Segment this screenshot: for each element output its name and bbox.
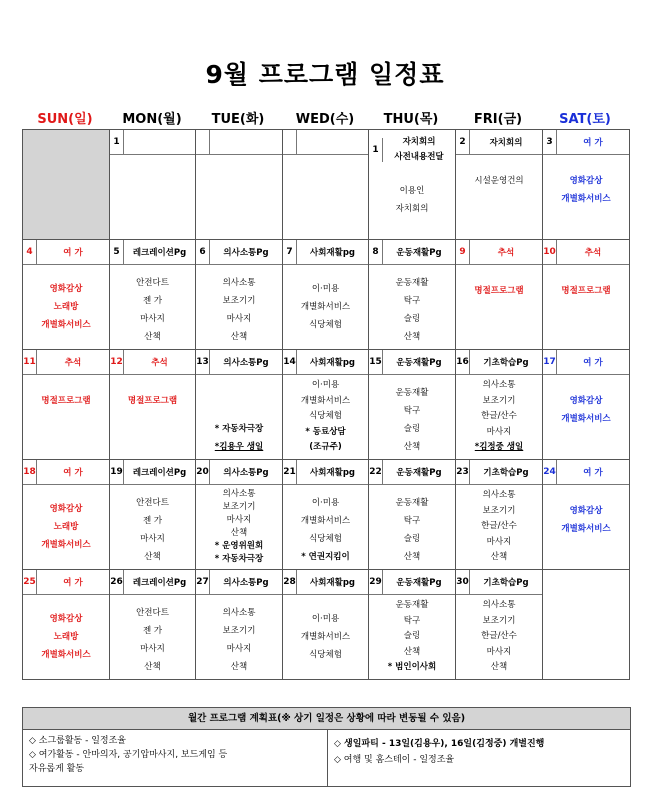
activity-item: 젠 가: [142, 296, 163, 306]
activity-item: 자치회의: [395, 204, 429, 214]
program-heading: 사회재활pg: [309, 248, 355, 258]
activity-item: 노래방: [53, 522, 79, 532]
activity-item: 영화감상: [569, 396, 603, 406]
activity-item: 한글/산수: [481, 411, 517, 421]
calendar-day-cell: [369, 240, 456, 350]
day-number: [196, 130, 210, 154]
activity-item: 슬링: [403, 314, 421, 324]
activity-item: 산책: [403, 552, 421, 562]
activity-item: 한글/산수: [481, 631, 517, 641]
activity-item: 식당체험: [309, 411, 342, 421]
activity-item: 보조기기: [222, 626, 256, 636]
day-number: 22: [369, 460, 383, 484]
program-heading: 추석: [584, 248, 602, 258]
activity-item: 산책: [144, 662, 161, 672]
program-heading: 추석: [497, 248, 515, 258]
activity-item: 식당체험: [309, 650, 342, 660]
activity-item: 의사소통: [222, 608, 256, 618]
day-number: 16: [456, 350, 470, 374]
activity-item: 명절프로그램: [127, 396, 178, 406]
program-heading: 여 가: [583, 358, 603, 368]
day-of-week-label: MON(월): [122, 112, 182, 127]
activity-item: 마사지: [226, 515, 252, 525]
day-number: [283, 130, 297, 154]
activity-item: 개별화서비스: [300, 632, 351, 642]
activity-item: 한글/산수: [481, 521, 517, 531]
calendar-day-cell: [543, 350, 630, 460]
activity-item: 운동재활: [395, 278, 429, 288]
calendar-day-cell: [543, 240, 630, 350]
calendar-day-cell: [543, 570, 630, 680]
program-heading: 운동재활Pg: [396, 578, 442, 588]
activity-item: 보조기기: [482, 395, 516, 406]
day-number: 21: [283, 460, 297, 484]
program-heading-line: 사전내용전달: [394, 152, 444, 162]
day-number: 10: [543, 240, 557, 264]
program-heading: 운동재활Pg: [396, 358, 442, 368]
activity-item: 시설운영건의: [474, 176, 524, 186]
activity-item: 명절프로그램: [474, 286, 524, 296]
activity-item: 마사지: [140, 644, 165, 654]
activity-item: [196, 402, 282, 420]
day-number: 29: [369, 570, 383, 594]
activity-item: 운동재활: [395, 388, 429, 398]
activity-item: 슬링: [403, 534, 421, 544]
program-heading: 여 가: [63, 468, 83, 478]
activity-item: 마사지: [226, 314, 252, 324]
program-heading: 추석: [64, 358, 82, 368]
plan-left-notes: [23, 730, 328, 786]
calendar-day-cell: [456, 130, 543, 240]
day-number: 18: [23, 460, 37, 484]
activity-item: (조규주): [309, 442, 342, 452]
activity-item: 이·미용: [311, 614, 340, 624]
activity-item: 산책: [490, 662, 508, 672]
activity-item: 노래방: [53, 302, 79, 312]
activity-item: 안전다트: [136, 498, 169, 508]
activity-item: 탁구: [403, 516, 421, 526]
calendar-week-row: [23, 240, 630, 350]
activity-item: 탁구: [403, 406, 421, 416]
day-number: 27: [196, 570, 210, 594]
program-heading: 레크레이션Pg: [132, 578, 187, 588]
day-number: 13: [196, 350, 210, 374]
activity-item: 산책: [403, 442, 421, 452]
activity-item: 운동재활: [395, 600, 429, 610]
activity-item: 마사지: [486, 536, 512, 547]
day-number: 19: [110, 460, 124, 484]
activity-item: 산책: [403, 646, 421, 657]
calendar-day-cell: [110, 240, 196, 350]
activity-item: * 운영위원회: [214, 541, 264, 551]
activity-item: * 연권지킴이: [301, 552, 350, 562]
day-number: 7: [283, 240, 297, 264]
activity-item: 보조기기: [222, 502, 256, 512]
activity-item: * 자동차극장: [214, 424, 264, 434]
day-number: 14: [283, 350, 297, 374]
activity-item: 산책: [144, 332, 161, 342]
calendar-day-cell: [543, 460, 630, 570]
program-heading: 레크레이션Pg: [132, 248, 187, 258]
day-of-week-label: WED(수): [295, 112, 355, 127]
activity-item: 이·미용: [311, 284, 340, 294]
calendar-day-cell: [23, 350, 110, 460]
activity-item: 이·미용: [311, 498, 340, 508]
program-heading: 여 가: [583, 138, 603, 148]
day-number: 12: [110, 350, 124, 374]
activity-item: 안전다트: [136, 608, 169, 618]
activity-item: 영화감상: [569, 506, 603, 516]
activity-item: 탁구: [403, 296, 421, 306]
activity-item: 탁구: [403, 615, 421, 626]
activity-item: 운동재활: [395, 498, 429, 508]
activity-item: 개별화서비스: [41, 320, 91, 330]
day-number: 1: [369, 138, 383, 162]
plan-title: 월간 프로그램 계획표(※ 상기 일정은 상황에 따라 변동될 수 있음): [23, 708, 630, 730]
day-number: 26: [110, 570, 124, 594]
activity-item: 산책: [230, 528, 248, 538]
program-heading: 의사소통Pg: [223, 468, 269, 478]
activity-item: 개별화서비스: [300, 395, 351, 406]
calendar-day-cell: [369, 570, 456, 680]
activity-item: 의사소통: [222, 278, 256, 288]
calendar-day-cell: [23, 460, 110, 570]
calendar-week-row: [23, 460, 630, 570]
activity-item: 개별화서비스: [561, 414, 611, 424]
program-heading: 의사소통Pg: [223, 248, 269, 258]
program-heading: 사회재활pg: [309, 578, 355, 588]
calendar-day-cell: [456, 350, 543, 460]
activity-item: 산책: [403, 332, 421, 342]
activity-item: 마사지: [226, 644, 252, 654]
activity-item: 산책: [230, 332, 248, 342]
program-heading: 레크레이션Pg: [132, 468, 187, 478]
calendar-day-cell: [283, 130, 369, 240]
activity-item: 산책: [490, 552, 508, 562]
activity-item: *김정중 생일: [474, 442, 524, 452]
calendar-day-cell: [196, 570, 283, 680]
day-number: 3: [543, 130, 557, 154]
program-heading: 여 가: [63, 248, 83, 258]
plan-note: ◇ 소그룹활동 - 일정조율: [29, 736, 126, 746]
program-heading: [383, 135, 455, 165]
program-heading: 여 가: [63, 578, 83, 588]
day-number: 24: [543, 460, 557, 484]
activity-item: 영화감상: [49, 284, 83, 294]
activity-item: 이용인: [399, 186, 425, 196]
calendar-week-row: [23, 130, 630, 240]
day-number: 28: [283, 570, 297, 594]
program-heading: 기초학습Pg: [483, 358, 529, 368]
activity-item: 개별화서비스: [41, 540, 91, 550]
activity-item: 슬링: [403, 631, 421, 641]
activity-item: 보조기기: [482, 505, 516, 516]
activity-item: 영화감상: [49, 504, 83, 514]
day-number: 30: [456, 570, 470, 594]
calendar-day-cell: [283, 570, 369, 680]
activity-item: 영화감상: [569, 176, 603, 186]
calendar-day-cell: [456, 240, 543, 350]
activity-item: 식당체험: [309, 534, 342, 544]
calendar-day-cell: [283, 350, 369, 460]
calendar-day-cell: [369, 130, 456, 240]
program-heading: 기초학습Pg: [483, 468, 529, 478]
activity-item: 보조기기: [482, 615, 516, 626]
calendar-day-cell: [23, 570, 110, 680]
activity-item: 노래방: [53, 632, 79, 642]
calendar-week-row: [23, 570, 630, 680]
calendar-day-cell: [369, 460, 456, 570]
activity-item: 의사소통: [482, 600, 516, 610]
calendar-day-cell: [196, 460, 283, 570]
plan-note: 자유롭게 활동: [29, 764, 85, 774]
day-of-week-label: THU(목): [383, 112, 439, 127]
program-heading: 사회재활pg: [309, 468, 355, 478]
day-number: 17: [543, 350, 557, 374]
activity-item: 의사소통: [482, 490, 516, 500]
program-heading: 의사소통Pg: [223, 358, 269, 368]
activity-item: 개별화서비스: [41, 650, 91, 660]
activity-item: 개별화서비스: [561, 524, 611, 534]
day-of-week-label: SUN(일): [37, 112, 93, 127]
calendar-day-cell: [110, 570, 196, 680]
calendar-day-cell: [110, 460, 196, 570]
day-of-week-label: FRI(금): [473, 112, 523, 127]
calendar-day-cell: [456, 460, 543, 570]
activity-item: 안전다트: [136, 278, 169, 288]
day-number: 6: [196, 240, 210, 264]
activity-item: 이·미용: [311, 380, 340, 390]
plan-note: ◇ 생일파티 - 13일(김용우), 16일(김정중) 개별진행: [334, 739, 545, 749]
calendar-day-cell: [23, 130, 110, 240]
day-number: 8: [369, 240, 383, 264]
calendar-day-cell: [543, 130, 630, 240]
activity-item: 보조기기: [222, 296, 256, 306]
activity-item: *김용우 생일: [214, 442, 264, 452]
activity-item: 마사지: [140, 534, 165, 544]
calendar-day-cell: [110, 350, 196, 460]
page-title: 9월 프로그램 일정표: [205, 60, 445, 89]
activity-item: 마사지: [486, 426, 512, 437]
calendar-day-cell: [196, 240, 283, 350]
activity-item: 젠 가: [142, 516, 163, 526]
calendar-day-cell: [283, 460, 369, 570]
calendar-grid: [22, 129, 630, 680]
day-number: 20: [196, 460, 210, 484]
activity-item: 영화감상: [49, 614, 83, 624]
activity-item: 젠 가: [142, 626, 163, 636]
activity-item: * 범인이사회: [387, 662, 437, 672]
calendar-day-cell: [196, 130, 283, 240]
program-heading: 기초학습Pg: [483, 578, 529, 588]
program-heading-line: 자치회의: [402, 137, 436, 147]
calendar-day-cell: [369, 350, 456, 460]
activity-item: 명절프로그램: [41, 396, 91, 406]
day-number: 1: [110, 130, 124, 154]
activity-item: 산책: [230, 662, 248, 672]
program-heading: 의사소통Pg: [223, 578, 269, 588]
program-heading: 추석: [151, 358, 168, 368]
day-number: 4: [23, 240, 37, 264]
program-heading: 사회재활pg: [309, 358, 355, 368]
day-number: 2: [456, 130, 470, 154]
activity-item: 의사소통: [482, 380, 516, 390]
activity-item: 명절프로그램: [561, 286, 611, 296]
program-heading: 운동재활Pg: [396, 248, 442, 258]
plan-note: ◇ 여행 및 홈스테이 - 일정조율: [334, 755, 455, 765]
day-number: 11: [23, 350, 37, 374]
activity-item: 개별화서비스: [300, 302, 351, 312]
activity-item: 개별화서비스: [300, 516, 351, 526]
calendar-day-cell: [196, 350, 283, 460]
plan-right-notes: [328, 730, 630, 786]
day-of-week-label: SAT(토): [559, 112, 611, 127]
activity-item: 마사지: [140, 314, 165, 324]
day-number: 9: [456, 240, 470, 264]
calendar-day-cell: [23, 240, 110, 350]
plan-note: ◇ 여가활동 - 안마의자, 공기압마사지, 보드게임 등: [29, 750, 228, 760]
activity-item: 의사소통: [222, 489, 256, 499]
activity-item: 개별화서비스: [561, 194, 611, 204]
day-number: 5: [110, 240, 124, 264]
day-number: 23: [456, 460, 470, 484]
activity-item: * 동료상담: [305, 426, 346, 437]
calendar-day-cell: [456, 570, 543, 680]
activity-item: 마사지: [486, 646, 512, 657]
program-heading: 여 가: [583, 468, 603, 478]
calendar-day-cell: [283, 240, 369, 350]
day-number: 15: [369, 350, 383, 374]
program-heading: 운동재활Pg: [396, 468, 442, 478]
calendar-week-row: [23, 350, 630, 460]
activity-item: 산책: [144, 552, 161, 562]
activity-item: 슬링: [403, 424, 421, 434]
program-heading: 자치회의: [489, 138, 523, 148]
activity-item: [196, 384, 282, 402]
calendar-day-cell: [110, 130, 196, 240]
activity-item: 식당체험: [309, 320, 342, 330]
monthly-plan-box: [22, 707, 631, 787]
day-of-week-label: TUE(화): [211, 112, 265, 127]
activity-item: * 자동차극장: [214, 554, 264, 564]
day-number: 25: [23, 570, 37, 594]
